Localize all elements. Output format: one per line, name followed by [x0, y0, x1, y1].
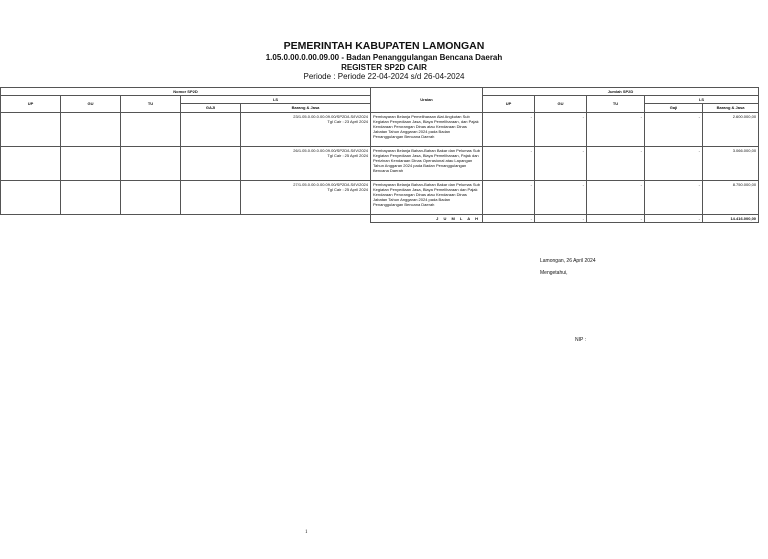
report-register-name: REGISTER SP2D CAIR [341, 63, 427, 72]
up-value: - [483, 112, 535, 146]
header-gu-right: GU [535, 96, 587, 112]
report-period: Periode : Periode 22-04-2024 s/d 26-04-2024 [303, 72, 465, 81]
barang-value: 2.600.000,00 [703, 112, 759, 146]
header-jumlah-sp2d: Jumlah SP2D [483, 88, 759, 96]
table-row [1, 112, 759, 146]
header-up-right: UP [483, 96, 535, 112]
report-title: PEMERINTAH KABUPATEN LAMONGAN [283, 40, 485, 52]
header-gaji-right: Gaji [645, 104, 703, 112]
gaji-value: - [645, 112, 703, 146]
header-uraian: Uraian [371, 88, 483, 113]
sp2d-number-cell: 26/1.05.0.00.0.00.09.00/SP2D/LS/IV/2024 Tgl Cair : 25 April 2024 [241, 146, 371, 180]
header-ls-right: LS [645, 96, 759, 104]
header-up-left: UP [1, 96, 61, 112]
gu-value: - [535, 180, 587, 214]
gu-value: - [535, 146, 587, 180]
header-tu-left: TU [121, 96, 181, 112]
signature-known: Mengetahui, [540, 270, 568, 276]
uraian-cell: Pembayaran Belanja Bahan-Bahan Bakar dan Pelumas Sub Kegiatan Penyediaan Jasa, Biaya Pemeliharaan dan Pajak Kendaraan Perorangan Dinas atau Kendaraan Dinas Jabatan Tahun Anggaran 2024 pada Badan Penanggulangan Bencana Daerah [371, 180, 483, 214]
total-barang: 14.416.000,00 [703, 214, 759, 222]
tu-value: - [587, 180, 645, 214]
sp2d-number-cell: 23/1.05.0.00.0.00.09.00/SP2D/LS/IV/2024 Tgl Cair : 23 April 2024 [241, 112, 371, 146]
header-tu-right: TU [587, 96, 645, 112]
barang-value: 3.066.000,00 [703, 146, 759, 180]
gaji-value: - [645, 146, 703, 180]
header-ls-left: LS [181, 96, 371, 104]
header-gaji-left: GAJI [181, 104, 241, 112]
table-row [1, 180, 759, 214]
up-value: - [483, 146, 535, 180]
signature-place-date: Lamongan, 26 April 2024 [540, 258, 596, 264]
total-row [1, 214, 759, 222]
signature-nip: NIP : [575, 337, 587, 343]
total-tu: - [587, 214, 645, 222]
sp2d-number-cell: 27/1.05.0.00.0.00.09.00/SP2D/LS/IV/2024 Tgl Cair : 25 April 2024 [241, 180, 371, 214]
uraian-cell: Pembayaran Belanja Bahan-Bahan Bakar dan Pelumas Sub Kegiatan Penyediaan Jasa, Biaya Pemeliharaan, Pajak dan Perizinan Kendaraan Dinas Operasional atau Lapangan Tahun Anggaran 2024 pada Badan Penanggulangan Bencana Daerah [371, 146, 483, 180]
barang-value: 8.750.000,00 [703, 180, 759, 214]
page-number: 1 [305, 530, 308, 535]
header-barang-right: Barang & Jasa [703, 104, 759, 112]
register-table [0, 87, 759, 223]
total-up: - [483, 214, 535, 222]
tu-value: - [587, 112, 645, 146]
gaji-value: - [645, 180, 703, 214]
report-unit: 1.05.0.00.0.00.09.00 - Badan Penanggulangan Bencana Daerah [265, 53, 503, 62]
total-gaji: - [645, 214, 703, 222]
header-gu-left: GU [61, 96, 121, 112]
total-gu: - [535, 214, 587, 222]
tu-value: - [587, 146, 645, 180]
up-value: - [483, 180, 535, 214]
header-barang-left: Barang & Jasa [241, 104, 371, 112]
header-nomor-sp2d: Nomor SP2D [1, 88, 371, 96]
uraian-cell: Pembayaran Belanja Pemeliharaan Alat Angkutan Sub Kegiatan Penyediaan Jasa, Biaya Pemeliharaan, dan Pajak Kendaraan Perorangan Dinas atau Kendaraan Dinas Jabatan Tahun Anggaran 2024 pada Badan Penanggulangan Bencana Daerah [371, 112, 483, 146]
table-row [1, 146, 759, 180]
gu-value: - [535, 112, 587, 146]
total-label: J U M L A H [371, 214, 483, 222]
